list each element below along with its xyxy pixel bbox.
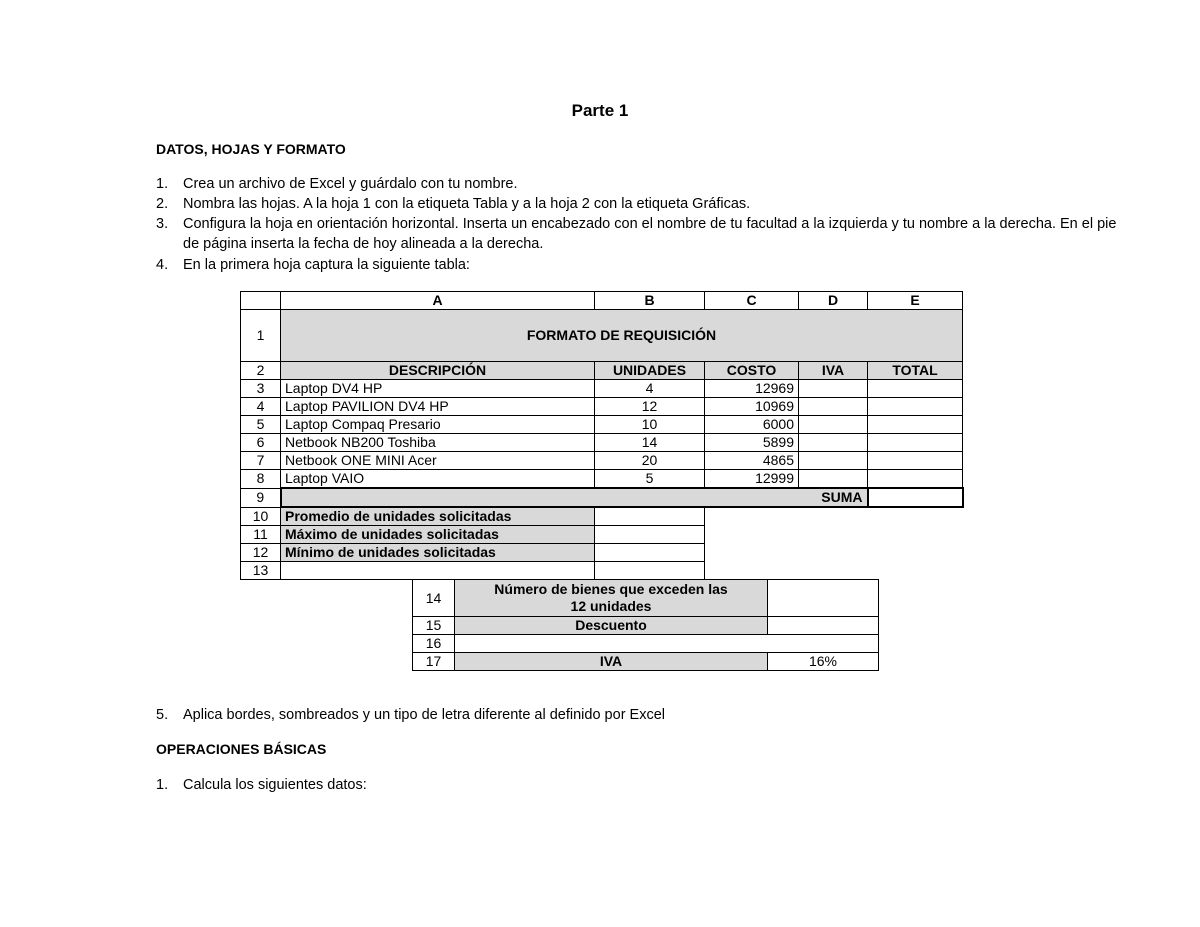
table-title: FORMATO DE REQUISICIÓN — [281, 310, 963, 362]
table-row — [241, 562, 963, 580]
cell-descripcion: Netbook NB200 Toshiba — [281, 434, 595, 452]
row-number: 3 — [241, 380, 281, 398]
row-number: 13 — [241, 562, 281, 580]
col-header-a: A — [281, 292, 595, 310]
row-number: 10 — [241, 507, 281, 526]
cell-unidades: 4 — [595, 380, 705, 398]
table-row — [241, 380, 963, 398]
corner-cell — [241, 292, 281, 310]
item-text: Aplica bordes, sombreados y un tipo de letra diferente al definido por Excel — [183, 707, 666, 723]
col-header-b: B — [595, 292, 705, 310]
cell-unidades: 12 — [595, 398, 705, 416]
iva-label: IVA — [455, 653, 768, 671]
header-total: TOTAL — [868, 362, 963, 380]
cell-total — [868, 470, 963, 489]
secondary-table — [412, 579, 879, 671]
row-number: 14 — [413, 580, 455, 617]
cell-costo: 5899 — [705, 434, 799, 452]
list-item — [156, 255, 1131, 275]
cell-unidades: 10 — [595, 416, 705, 434]
stat-row — [241, 526, 963, 544]
header-iva: IVA — [799, 362, 868, 380]
row-number: 1 — [241, 310, 281, 362]
table-row — [241, 310, 963, 362]
item-number: 4. — [156, 257, 169, 273]
row-number: 6 — [241, 434, 281, 452]
item-number: 1. — [156, 176, 169, 192]
item-text: Nombra las hojas. A la hoja 1 con la etiqueta Tabla y a la hoja 2 con la etiqueta Gráficas. — [183, 196, 751, 212]
stat-row — [241, 544, 963, 562]
col-header-e: E — [868, 292, 963, 310]
list-item — [156, 194, 1131, 214]
table-header-row — [241, 362, 963, 380]
cell-total — [868, 452, 963, 470]
col-header-c: C — [705, 292, 799, 310]
cell-iva — [799, 398, 868, 416]
list-item — [156, 214, 1131, 254]
cell-iva — [799, 434, 868, 452]
cell-iva — [799, 380, 868, 398]
header-unidades: UNIDADES — [595, 362, 705, 380]
cell-descripcion: Laptop Compaq Presario — [281, 416, 595, 434]
cell-costo: 10969 — [705, 398, 799, 416]
cell-iva — [799, 452, 868, 470]
item-text: Configura la hoja en orientación horizontal. Inserta un encabezado con el nombre de tu facultad a la izquierda y tu nombre a la derecha. En el pie de página inserta la fecha de hoy alineada a la derecha. — [183, 216, 1117, 252]
stat-row — [241, 507, 963, 526]
table-row — [241, 434, 963, 452]
cell-unidades: 5 — [595, 470, 705, 489]
table-row — [413, 635, 879, 653]
table-row — [413, 653, 879, 671]
row-number: 16 — [413, 635, 455, 653]
item-text: Crea un archivo de Excel y guárdalo con tu nombre. — [183, 176, 518, 192]
suma-value — [868, 488, 963, 507]
row-number: 9 — [241, 488, 281, 507]
cell-total — [868, 416, 963, 434]
item-text: En la primera hoja captura la siguiente tabla: — [183, 257, 470, 273]
item-number: 1. — [156, 777, 169, 793]
row-number: 8 — [241, 470, 281, 489]
cell-descripcion: Laptop VAIO — [281, 470, 595, 489]
stat-value-promedio — [595, 507, 705, 526]
row-number: 5 — [241, 416, 281, 434]
page-title: Parte 1 — [571, 101, 629, 120]
item-number: 5. — [156, 707, 169, 723]
suma-row — [241, 488, 963, 507]
stat-label-minimo: Mínimo de unidades solicitadas — [281, 544, 595, 562]
section-heading-operaciones: OPERACIONES BÁSICAS — [156, 741, 327, 757]
cell-costo: 12999 — [705, 470, 799, 489]
stat-value-minimo — [595, 544, 705, 562]
row-number: 11 — [241, 526, 281, 544]
stat-label-maximo: Máximo de unidades solicitadas — [281, 526, 595, 544]
iva-value: 16% — [768, 653, 879, 671]
empty-cell — [455, 635, 879, 653]
cell-descripcion: Laptop DV4 HP — [281, 380, 595, 398]
table-row — [413, 580, 879, 617]
section-heading-datos: DATOS, HOJAS Y FORMATO — [156, 141, 346, 157]
table-row — [241, 470, 963, 489]
cell-total — [868, 434, 963, 452]
cell-descripcion: Laptop PAVILION DV4 HP — [281, 398, 595, 416]
cell-iva — [799, 470, 868, 489]
suma-label: SUMA — [281, 488, 868, 507]
table-row — [241, 398, 963, 416]
header-costo: COSTO — [705, 362, 799, 380]
cell-unidades: 20 — [595, 452, 705, 470]
stat-value-maximo — [595, 526, 705, 544]
list-item — [156, 705, 1131, 725]
row-number: 4 — [241, 398, 281, 416]
list-item — [156, 174, 1131, 194]
descuento-value — [768, 617, 879, 635]
bienes-label: Número de bienes que exceden las 12 unidades — [455, 580, 768, 617]
stat-label-promedio: Promedio de unidades solicitadas — [281, 507, 595, 526]
item-number: 3. — [156, 216, 169, 232]
item-number: 2. — [156, 196, 169, 212]
table-row — [241, 416, 963, 434]
row-number: 12 — [241, 544, 281, 562]
cell-iva — [799, 416, 868, 434]
cell-descripcion: Netbook ONE MINI Acer — [281, 452, 595, 470]
cell-costo: 6000 — [705, 416, 799, 434]
col-header-d: D — [799, 292, 868, 310]
list-item — [156, 775, 1131, 795]
table-row — [241, 452, 963, 470]
row-number: 7 — [241, 452, 281, 470]
cell-costo: 4865 — [705, 452, 799, 470]
item-text: Calcula los siguientes datos: — [183, 777, 367, 793]
cell-costo: 12969 — [705, 380, 799, 398]
row-number: 15 — [413, 617, 455, 635]
bienes-value — [768, 580, 879, 617]
row-number: 2 — [241, 362, 281, 380]
cell-total — [868, 398, 963, 416]
table-row — [413, 617, 879, 635]
row-number: 17 — [413, 653, 455, 671]
descuento-label: Descuento — [455, 617, 768, 635]
empty-cell — [595, 562, 705, 580]
cell-total — [868, 380, 963, 398]
column-header-row — [241, 292, 963, 310]
header-descripcion: DESCRIPCIÓN — [281, 362, 595, 380]
cell-unidades: 14 — [595, 434, 705, 452]
requisition-table — [240, 291, 964, 580]
empty-cell — [281, 562, 595, 580]
